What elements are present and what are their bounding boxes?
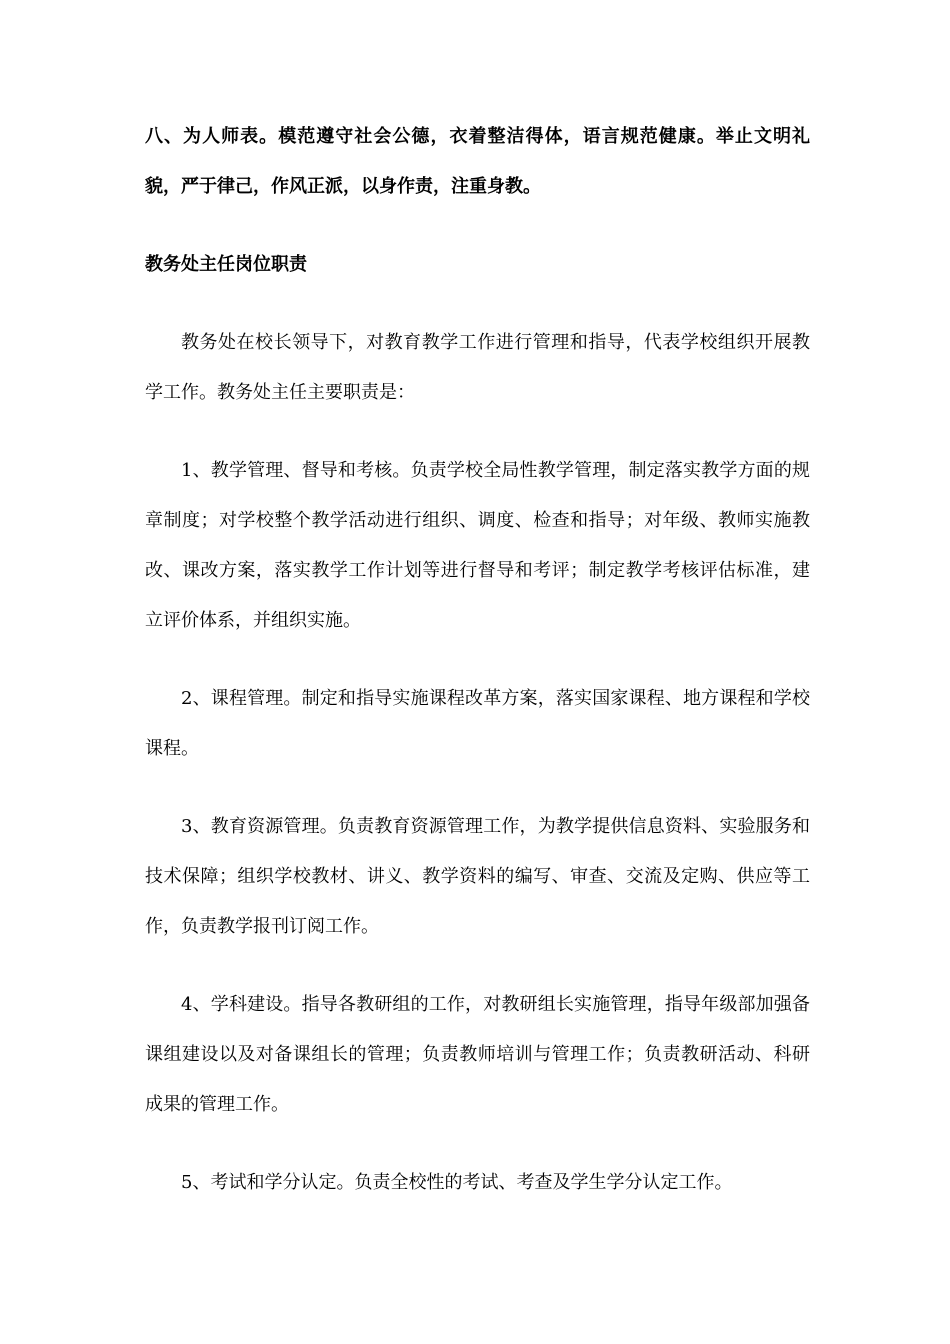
- duty-item-2: 2、课程管理。制定和指导实施课程改革方案，落实国家课程、地方课程和学校课程。: [145, 688, 810, 759]
- duty-item-5: 5、考试和学分认定。负责全校性的考试、考查及学生学分认定工作。: [181, 1172, 733, 1193]
- duty-item-1: 1、教学管理、督导和考核。负责学校全局性教学管理，制定落实教学方面的规章制度；对学校整个教学活动进行组织、调度、检查和指导；对年级、教师实施教改、课改方案，落实教学工作计划等进行督导和考评；制定教学考核评估标准，建立评价体系，并组织实施。: [145, 460, 810, 631]
- duty-item-3: 3、教育资源管理。负责教育资源管理工作，为教学提供信息资料、实验服务和技术保障；组织学校教材、讲义、教学资料的编写、审查、交流及定购、供应等工作，负责教学报刊订阅工作。: [145, 816, 810, 937]
- rule-eight-paragraph: 八、为人师表。模范遵守社会公德，衣着整洁得体，语言规范健康。举止文明礼貌，严于律己，作风正派，以身作责，注重身教。: [145, 126, 810, 197]
- document-body: [145, 112, 810, 1208]
- intro-paragraph: 教务处在校长领导下，对教育教学工作进行管理和指导，代表学校组织开展教学工作。教务处主任主要职责是：: [145, 332, 810, 403]
- duty-item-4: 4、学科建设。指导各教研组的工作，对教研组长实施管理，指导年级部加强备课组建设以及对备课组长的管理；负责教师培训与管理工作；负责教研活动、科研成果的管理工作。: [145, 994, 810, 1115]
- section-heading: 教务处主任岗位职责: [145, 254, 307, 275]
